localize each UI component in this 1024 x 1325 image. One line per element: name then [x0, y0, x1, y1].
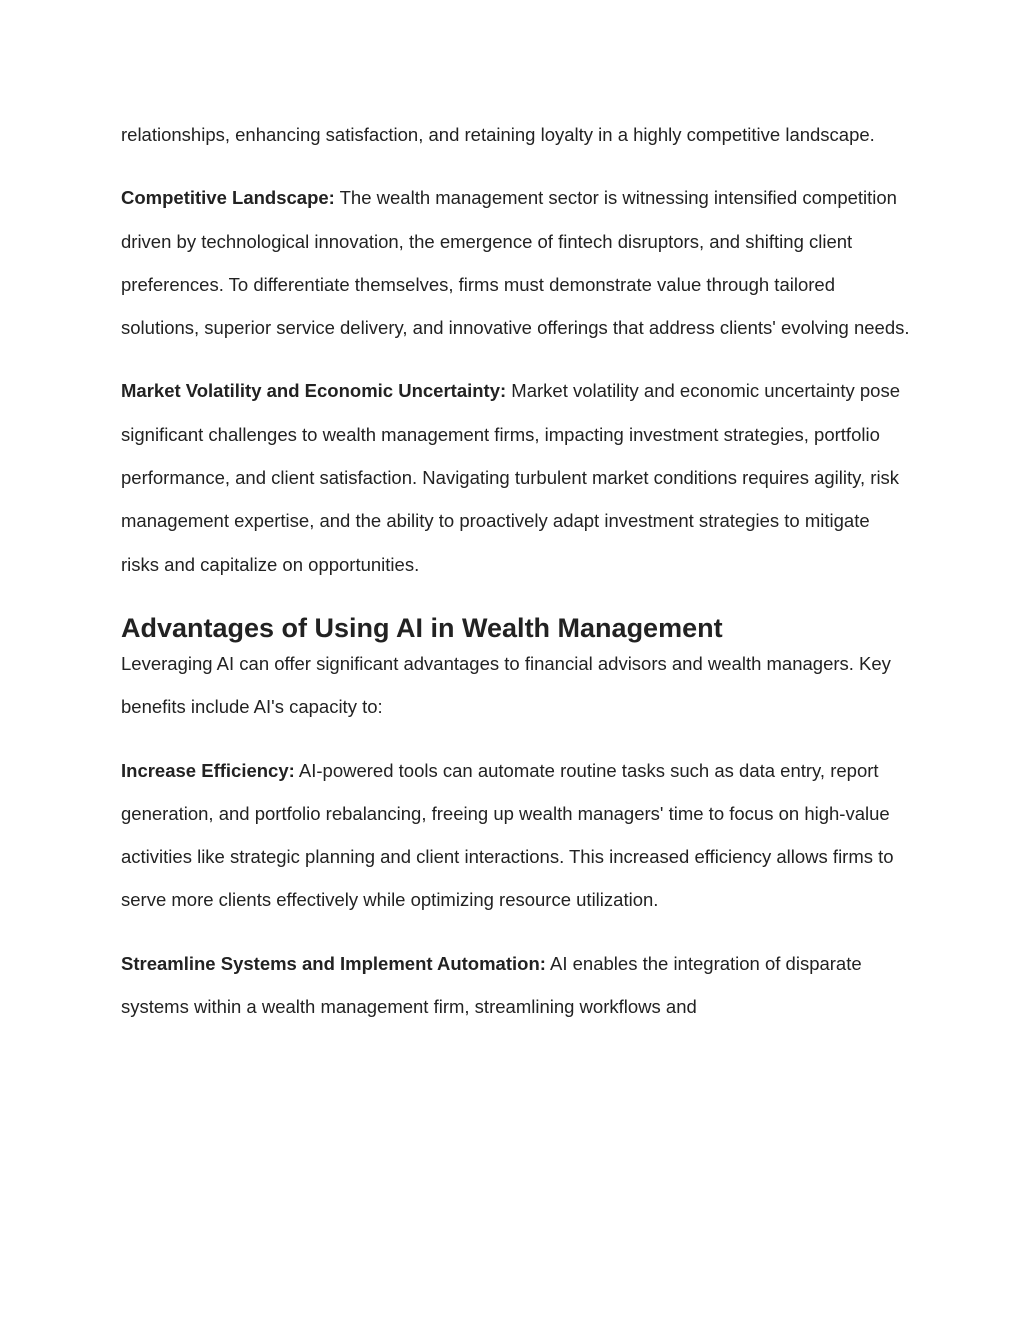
- benefit-increase-efficiency: [121, 749, 911, 922]
- paragraph-lead: Streamline Systems and Implement Automation:: [121, 952, 546, 974]
- paragraph-competitive-landscape: [121, 176, 911, 349]
- section-intro: [121, 642, 911, 729]
- paragraph-text: The wealth management sector is witnessing intensified competition driven by technological innovation, the emergence of fintech disruptors, and shifting client preferences. To differentiate themselves, firms must demonstrate value through tailored solutions, superior service delivery, and innovative offerings that address clients' evolving needs.: [121, 187, 910, 339]
- paragraph-text: AI enables the integration of disparate systems within a wealth management firm, streamlining workflows and: [121, 952, 862, 1018]
- paragraph-text: AI-powered tools can automate routine tasks such as data entry, report generation, and portfolio rebalancing, freeing up wealth managers' time to focus on high-value activities like strategic planning and client interactions. This increased efficiency allows firms to serve more clients effectively while optimizing resource utilization.: [121, 759, 894, 911]
- paragraph-text: relationships, enhancing satisfaction, and retaining loyalty in a highly competitive landscape.: [121, 124, 875, 145]
- paragraph-market-volatility: [121, 369, 911, 585]
- paragraph-lead: Increase Efficiency:: [121, 759, 295, 781]
- paragraph-client-relationships: [121, 113, 911, 156]
- section-heading: Advantages of Using AI in Wealth Management: [121, 612, 723, 643]
- paragraph-text: Leveraging AI can offer significant advantages to financial advisors and wealth managers. Key benefits include AI's capacity to:: [121, 652, 891, 718]
- paragraph-text: Market volatility and economic uncertainty pose significant challenges to wealth management firms, impacting investment strategies, portfolio performance, and client satisfaction. Navigating turbulent market conditions requires agility, risk management expertise, and the ability to proactively adapt investment strategies to mitigate risks and capitalize on opportunities.: [121, 380, 901, 575]
- paragraph-lead: Competitive Landscape:: [121, 187, 335, 209]
- paragraph-lead: Market Volatility and Economic Uncertainty:: [121, 380, 507, 402]
- document-page: [121, 113, 911, 1048]
- benefit-streamline-systems: [121, 942, 911, 1029]
